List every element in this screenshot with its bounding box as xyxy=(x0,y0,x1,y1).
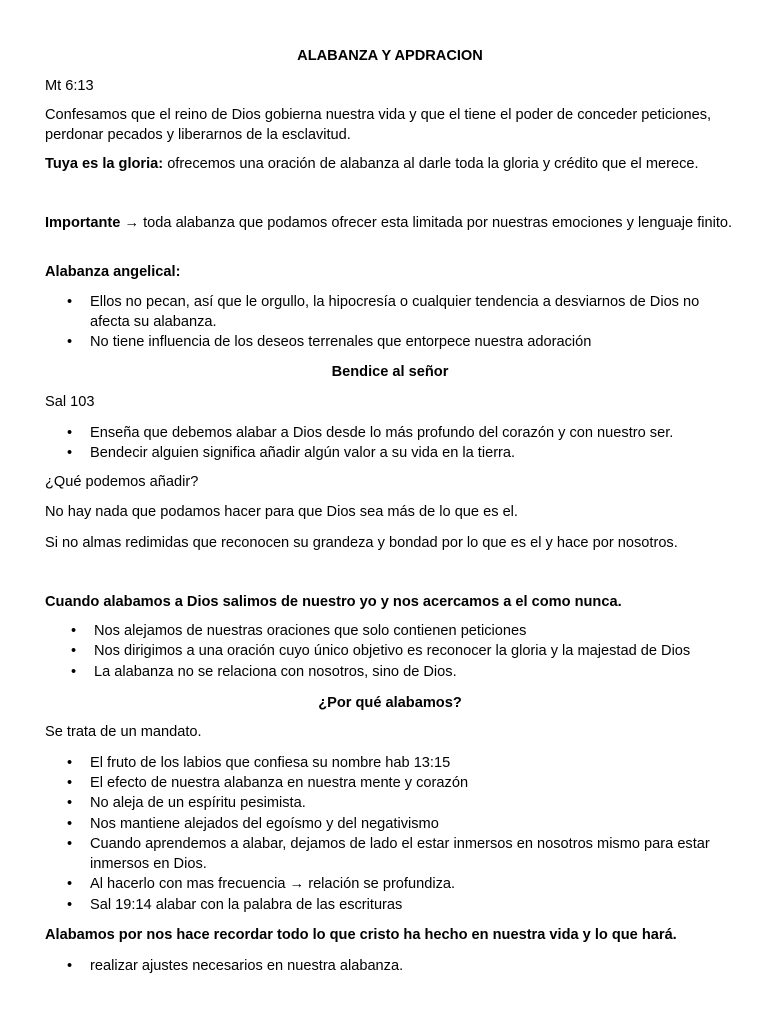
bullet-icon: • xyxy=(67,876,73,892)
final-list xyxy=(45,956,735,976)
cuando-list xyxy=(45,621,735,682)
bullet-icon: • xyxy=(71,623,77,639)
bullet-icon: • xyxy=(67,897,73,913)
bullet-icon: • xyxy=(67,755,73,771)
list-item: • El fruto de los labios que confiesa su nombre hab 13:15 xyxy=(67,755,451,771)
reference-mt: Mt 6:13 xyxy=(45,78,94,94)
importante-label: Importante xyxy=(45,215,121,231)
porque-list xyxy=(45,753,735,915)
bullet-icon: • xyxy=(67,334,73,350)
list-item: • Cuando aprendemos a alabar, dejamos de lado el estar inmersos en nosotros mismo para estar inmersos en Dios. xyxy=(67,836,710,872)
importante-text: toda alabanza que podamos ofrecer esta limitada por nuestras emociones y lenguaje finito. xyxy=(143,215,733,231)
cuando-heading: Cuando alabamos a Dios salimos de nuestro yo y nos acercamos a el como nunca. xyxy=(45,594,622,610)
list-item: • Ellos no pecan, así que le orgullo, la hipocresía o cualquier tendencia a desviarnos de Dios no afecta su alabanza. xyxy=(67,294,700,330)
bullet-icon: • xyxy=(67,816,73,832)
bendice-list xyxy=(45,423,735,463)
reference-sal: Sal 103 xyxy=(45,394,95,410)
bullet-icon: • xyxy=(67,836,73,852)
bullet-icon: • xyxy=(67,294,73,310)
bullet-icon: • xyxy=(71,643,77,659)
importante-paragraph xyxy=(45,213,735,233)
list-item: • La alabanza no se relaciona con nosotros, sino de Dios. xyxy=(71,664,457,680)
question-text: ¿Qué podemos añadir? xyxy=(45,474,199,490)
answer-two: Si no almas redimidas que reconocen su grandeza y bondad por lo que es el y hace por nosotros. xyxy=(45,535,678,551)
right-arrow-icon: → xyxy=(120,215,144,231)
angelical-list xyxy=(45,292,735,352)
angelical-heading: Alabanza angelical: xyxy=(45,264,181,280)
right-arrow-icon: → xyxy=(285,876,309,892)
list-item: • Nos alejamos de nuestras oraciones que solo contienen peticiones xyxy=(71,623,527,639)
list-item: • No aleja de un espíritu pesimista. xyxy=(67,795,306,811)
list-item: • Enseña que debemos alabar a Dios desde lo más profundo del corazón y con nuestro ser. xyxy=(67,425,674,441)
bullet-icon: • xyxy=(67,445,73,461)
list-item: • realizar ajustes necesarios en nuestra alabanza. xyxy=(67,958,404,974)
final-heading: Alabamos por nos hace recordar todo lo que cristo ha hecho en nuestra vida y lo que hará. xyxy=(45,927,677,943)
gloria-text: ofrecemos una oración de alabanza al darle toda la gloria y crédito que el merece. xyxy=(163,156,699,172)
bullet-icon: • xyxy=(67,425,73,441)
list-item: • Bendecir alguien significa añadir algún valor a su vida en la tierra. xyxy=(67,445,516,461)
list-item: • No tiene influencia de los deseos terrenales que entorpece nuestra adoración xyxy=(67,334,592,350)
list-item: • El efecto de nuestra alabanza en nuestra mente y corazón xyxy=(67,775,469,791)
list-item: • Nos mantiene alejados del egoísmo y del negativismo xyxy=(67,816,439,832)
porque-intro: Se trata de un mandato. xyxy=(45,724,202,740)
list-item: • Al hacerlo con mas frecuencia → relación se profundiza. xyxy=(67,876,456,892)
answer-one: No hay nada que podamos hacer para que Dios sea más de lo que es el. xyxy=(45,504,518,520)
bendice-heading: Bendice al señor xyxy=(331,364,449,380)
gloria-label: Tuya es la gloria: xyxy=(45,156,164,172)
bullet-icon: • xyxy=(71,664,77,680)
list-item: • Sal 19:14 alabar con la palabra de las escrituras xyxy=(67,897,403,913)
intro-paragraph: Confesamos que el reino de Dios gobierna nuestra vida y que el tiene el poder de conceder peticiones, perdonar pecados y liberarnos de la esclavitud. xyxy=(45,107,712,143)
gloria-paragraph xyxy=(45,154,735,174)
page-title: ALABANZA Y APDRACION xyxy=(297,48,483,64)
bullet-icon: • xyxy=(67,775,73,791)
porque-heading: ¿Por qué alabamos? xyxy=(318,695,462,711)
list-item: • Nos dirigimos a una oración cuyo único objetivo es reconocer la gloria y la majestad de Dios xyxy=(71,643,691,659)
bullet-icon: • xyxy=(67,958,73,974)
bullet-icon: • xyxy=(67,795,73,811)
